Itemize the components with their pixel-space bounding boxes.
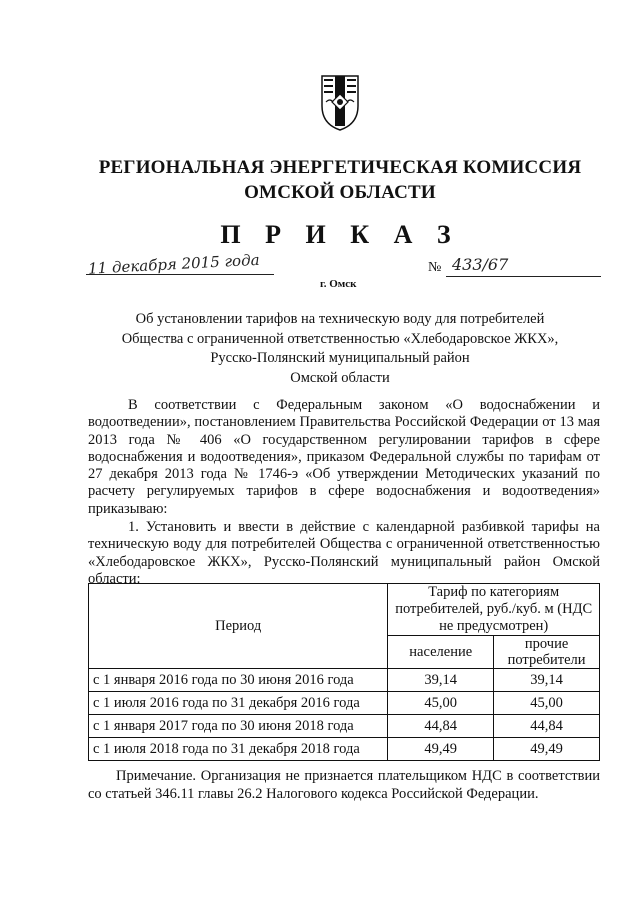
- number-underline: [446, 276, 601, 277]
- item-1-paragraph: 1. Установить и ввести в действие с календарной разбивкой тарифы на техническую воду для потребителей Общества с ограниченной ответственностью «Хлебодаровское ЖКХ», Русско-Полянский муниципальный район Омской области:: [88, 519, 600, 587]
- period-cell: с 1 января 2017 года по 30 июня 2018 года: [89, 715, 388, 738]
- subject-line: Русско-Полянский муниципальный район: [210, 350, 470, 366]
- coat-of-arms-emblem: [318, 72, 362, 132]
- handwritten-date: 11 декабря 2015 года: [87, 250, 260, 278]
- subject-line: Омской области: [290, 369, 390, 386]
- population-tariff-cell: 39,14: [388, 669, 494, 692]
- population-tariff-cell: 44,84: [388, 715, 494, 738]
- period-cell: с 1 июля 2016 года по 31 декабря 2016 года: [89, 692, 388, 715]
- handwritten-number: 433/67: [452, 255, 509, 274]
- document-title: П Р И К А З: [220, 220, 460, 249]
- other-tariff-cell: 49,49: [494, 738, 600, 761]
- subject-line: Об установлении тарифов на техническую воду для потребителей: [135, 311, 545, 327]
- table-row: [89, 715, 600, 738]
- preamble-paragraph: В соответствии с Федеральным законом «О водоснабжении и водоотведении», постановлением Правительства Российской Федерации от 13 мая 2013 года № 406 «О государственном регулировании тарифов в сфере водоснабжения и водоотведения», приказом Федеральной службы по тарифам от 27 декабря 2013 года № 1746-э «Об утверждении Методических указаний по расчету регулируемых тарифов в сфере водоснабжения и водоотведения» приказываю:: [88, 397, 600, 517]
- table-row: [89, 692, 600, 715]
- period-cell: с 1 июля 2018 года по 31 декабря 2018 года: [89, 738, 388, 761]
- note-paragraph: Примечание. Организация не признается плательщиком НДС в соответствии со статьей 346.11 главы 26.2 Налогового кодекса Российской Федерации.: [88, 768, 600, 802]
- order-subject: [80, 310, 600, 388]
- other-tariff-cell: 45,00: [494, 692, 600, 715]
- table-row: [89, 738, 600, 761]
- table-header-row: [89, 584, 600, 636]
- other-tariff-cell: 39,14: [494, 669, 600, 692]
- population-tariff-cell: 45,00: [388, 692, 494, 715]
- city-label: г. Омск: [320, 278, 357, 290]
- column-header-other: прочие потребители: [494, 636, 600, 669]
- organization-name-line2: ОМСКОЙ ОБЛАСТИ: [244, 182, 436, 203]
- table-row: [89, 669, 600, 692]
- tariff-table: [88, 583, 600, 761]
- date-underline: [86, 274, 274, 275]
- other-tariff-cell: 44,84: [494, 715, 600, 738]
- number-label: №: [428, 260, 442, 275]
- column-header-tariff: Тариф по категориям потребителей, руб./куб. м (НДС не предусмотрен): [388, 584, 600, 636]
- organization-name-line1: РЕГИОНАЛЬНАЯ ЭНЕРГЕТИЧЕСКАЯ КОМИССИЯ: [98, 157, 582, 178]
- column-header-population: население: [388, 636, 494, 669]
- population-tariff-cell: 49,49: [388, 738, 494, 761]
- column-header-period: Период: [89, 584, 388, 669]
- subject-line: Общества с ограниченной ответственностью «Хлебодаровское ЖКХ»,: [121, 330, 559, 347]
- period-cell: с 1 января 2016 года по 30 июня 2016 года: [89, 669, 388, 692]
